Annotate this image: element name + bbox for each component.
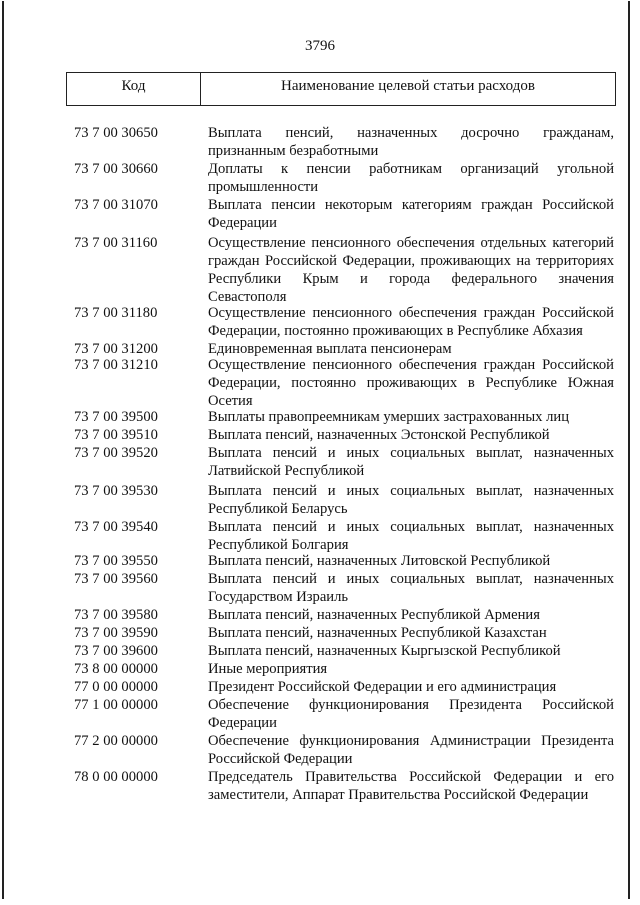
row-name-line: Выплата пенсий, назначенных Эстонской Республикой xyxy=(208,427,550,443)
row-code: 73 7 00 39510 xyxy=(74,427,158,443)
row-name-line: Федерации, постоянно проживающих в Республике Южная xyxy=(208,375,614,391)
row-name-line: признанным безработными xyxy=(208,143,379,159)
row-name xyxy=(208,518,614,554)
row-name-line: Государством Израиль xyxy=(208,589,349,605)
row-code: 73 7 00 39600 xyxy=(74,643,158,659)
row-name xyxy=(208,444,614,480)
row-name xyxy=(208,660,614,678)
row-name xyxy=(208,160,614,196)
row-name-line: Российской Федерации xyxy=(208,751,353,767)
row-name-line: Выплата пенсий и иных социальных выплат, назначенных xyxy=(208,519,614,535)
row-name-line: Доплаты к пенсии работникам организаций угольной xyxy=(208,161,614,177)
row-name xyxy=(208,304,614,340)
row-name-line: Республикой Болгария xyxy=(208,537,349,553)
row-code: 73 7 00 31210 xyxy=(74,357,158,373)
row-name xyxy=(208,624,614,642)
row-name xyxy=(208,570,614,606)
row-code: 73 7 00 39590 xyxy=(74,625,158,641)
row-name xyxy=(208,606,614,624)
row-name-line: Севастополя xyxy=(208,289,287,305)
row-code: 73 7 00 39540 xyxy=(74,519,158,535)
row-code: 73 7 00 39580 xyxy=(74,607,158,623)
row-name-line: Обеспечение функционирования Президента Российской xyxy=(208,697,614,713)
row-code: 73 7 00 30660 xyxy=(74,161,158,177)
row-name-line: Осетия xyxy=(208,393,253,409)
row-name-line: граждан Российской Федерации, проживающих на территориях xyxy=(208,253,614,269)
row-code: 73 7 00 31180 xyxy=(74,305,158,321)
row-code: 73 8 00 00000 xyxy=(74,661,158,677)
row-code: 73 7 00 31160 xyxy=(74,235,158,251)
row-code: 77 0 00 00000 xyxy=(74,679,158,695)
row-name-line: Выплата пенсий, назначенных Литовской Республикой xyxy=(208,553,551,569)
row-name xyxy=(208,768,614,804)
row-code: 78 0 00 00000 xyxy=(74,769,158,785)
row-name xyxy=(208,356,614,410)
header-name-column: Наименование целевой статьи расходов xyxy=(281,78,535,94)
row-name-line: Единовременная выплата пенсионерам xyxy=(208,341,452,357)
row-code: 77 1 00 00000 xyxy=(74,697,158,713)
row-code: 73 7 00 39560 xyxy=(74,571,158,587)
row-name-line: Обеспечение функционирования Администрации Президента xyxy=(208,733,614,749)
row-name xyxy=(208,732,614,768)
row-name xyxy=(208,482,614,518)
row-name xyxy=(208,426,614,444)
row-name-line: Выплата пенсий, назначенных Кыргызской Республикой xyxy=(208,643,561,659)
row-name-line: Выплаты правопреемникам умерших застрахованных лиц xyxy=(208,409,570,425)
row-name-line: Республики Крым и города федерального значения xyxy=(208,271,614,287)
row-name xyxy=(208,696,614,732)
row-name-line: Выплата пенсий, назначенных Республикой Армения xyxy=(208,607,540,623)
row-name-line: заместители, Аппарат Правительства Российской Федерации xyxy=(208,787,589,803)
row-name-line: Латвийской Республикой xyxy=(208,463,365,479)
row-name xyxy=(208,234,614,306)
row-name xyxy=(208,678,614,696)
row-code: 77 2 00 00000 xyxy=(74,733,158,749)
row-name-line: Выплата пенсий и иных социальных выплат, назначенных xyxy=(208,445,614,461)
page-number: 3796 xyxy=(305,38,335,54)
row-name-line: Осуществление пенсионного обеспечения граждан Российской xyxy=(208,357,614,373)
row-code: 73 7 00 39500 xyxy=(74,409,158,425)
row-name-line: Выплата пенсий и иных социальных выплат, назначенных xyxy=(208,571,614,587)
row-name-line: Выплата пенсий и иных социальных выплат, назначенных xyxy=(208,483,614,499)
row-name-line: Президент Российской Федерации и его администрация xyxy=(208,679,557,695)
row-code: 73 7 00 39550 xyxy=(74,553,158,569)
table-header xyxy=(66,72,616,106)
row-name-line: Осуществление пенсионного обеспечения граждан Российской xyxy=(208,305,614,321)
row-name-line: Федерации xyxy=(208,215,277,231)
row-name-line: Федерации, постоянно проживающих в Республике Абхазия xyxy=(208,323,583,339)
row-code: 73 7 00 30650 xyxy=(74,125,158,141)
header-code-column: Код xyxy=(67,73,201,105)
row-name-line: Выплата пенсии некоторым категориям граждан Российской xyxy=(208,197,614,213)
row-name xyxy=(208,408,614,426)
row-name-line: Иные мероприятия xyxy=(208,661,328,677)
row-name-line: Председатель Правительства Российской Федерации и его xyxy=(208,769,614,785)
row-name xyxy=(208,642,614,660)
row-name xyxy=(208,552,614,570)
row-name-line: Осуществление пенсионного обеспечения отдельных категорий xyxy=(208,235,614,251)
row-code: 73 7 00 39520 xyxy=(74,445,158,461)
row-name-line: Республикой Беларусь xyxy=(208,501,348,517)
row-code: 73 7 00 31200 xyxy=(74,341,158,357)
row-code: 73 7 00 31070 xyxy=(74,197,158,213)
row-code: 73 7 00 39530 xyxy=(74,483,158,499)
row-name-line: Выплата пенсий, назначенных Республикой Казахстан xyxy=(208,625,547,641)
row-name xyxy=(208,196,614,232)
row-name-line: промышленности xyxy=(208,179,319,195)
row-name-line: Федерации xyxy=(208,715,277,731)
row-name xyxy=(208,124,614,160)
row-name-line: Выплата пенсий, назначенных досрочно гражданам, xyxy=(208,125,614,141)
